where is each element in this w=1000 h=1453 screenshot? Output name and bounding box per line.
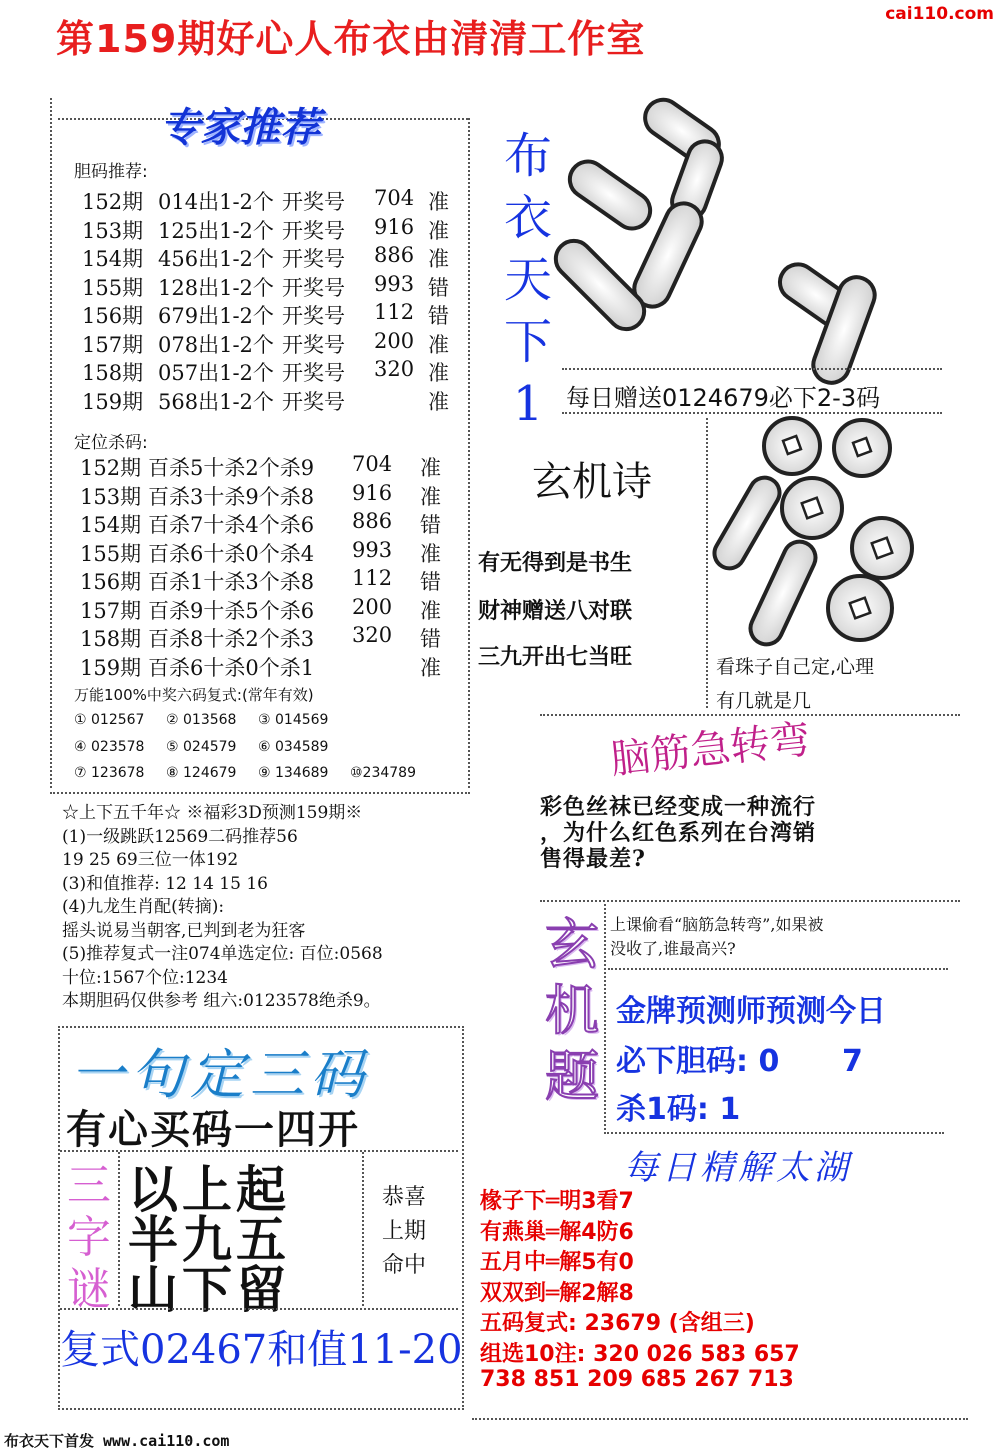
kill-cell: 准 [420, 456, 441, 480]
kill-cell: 157期 [80, 598, 142, 623]
prediction-line: 19 25 69三位一体192 [62, 850, 239, 870]
brain-question: 彩色丝袜已经变成一种流行 [540, 794, 817, 820]
vertical-char: 天 [503, 252, 552, 308]
poem-title: 玄机诗 [532, 459, 652, 505]
divider [50, 98, 52, 788]
dan-cell: 158期 [82, 361, 144, 385]
gold-predictor-line: 必下胆码: 0 7 [616, 1044, 863, 1079]
combo-item: ③ 014569 [258, 712, 329, 728]
dan-cell: 679出1-2个 [158, 304, 274, 328]
prediction-line: (5)推荐复式一注074单选定位: 百位:0568 [62, 944, 383, 964]
brain-question: ，为什么红色系列在台湾销 [540, 820, 817, 846]
kill-cell: 886 [352, 509, 393, 533]
combo-item: ⑨ 134689 [258, 765, 329, 781]
xuanji-title [540, 912, 604, 1110]
prediction-line: ☆上下五千年☆ ※福彩3D预测159期※ [62, 803, 363, 823]
kill-cell: 154期 [80, 513, 142, 537]
fushi-text: 复式02467和值11-20 [60, 1327, 463, 1373]
gold-predictor-line: 杀1码: 1 [616, 1092, 741, 1127]
kill-cell: 百杀3十杀9个杀8 [148, 484, 315, 509]
poem-hint: 看珠子自己定,心理 [716, 656, 875, 678]
combo-item: ⑦ 123678 [74, 765, 145, 781]
dan-cell: 开奖号 [282, 218, 345, 243]
divider [472, 1418, 968, 1420]
kill-cell: 错 [420, 570, 441, 594]
taihu-line: 椽子下═明3看7 [480, 1189, 634, 1214]
divider [60, 1308, 458, 1310]
congrats-text: 上期 [382, 1219, 427, 1244]
dan-cell: 开奖号 [282, 389, 345, 414]
kill-cell: 112 [352, 566, 393, 590]
page-title: 第159期好心人布衣由清清工作室 [56, 17, 646, 61]
combo-item: ② 013568 [166, 712, 237, 728]
taihu-line: 双双到═解2解8 [480, 1280, 634, 1306]
dan-cell: 057出1-2个 [158, 361, 274, 385]
gold-predictor-line: 金牌预测师预测今日 [616, 994, 886, 1029]
buyi-vertical-title [498, 125, 558, 435]
vertical-char: 字 [67, 1212, 111, 1263]
poem-line: 三九开出七当旺 [478, 645, 633, 670]
kill-cell: 200 [352, 594, 393, 619]
divider [50, 792, 470, 794]
kill-cell: 准 [420, 484, 441, 509]
prediction-line: (3)和值推荐: 12 14 15 16 [62, 873, 268, 894]
dan-cell: 125出1-2个 [158, 218, 274, 243]
dan-cell: 准 [428, 332, 449, 357]
kill-cell: 错 [420, 513, 441, 537]
vertical-char: 1 [512, 376, 544, 432]
kill-cell: 准 [420, 655, 441, 680]
prediction-line: 摇头说易当朝客,已判到老为狂客 [62, 920, 306, 941]
kill-cell: 993 [352, 537, 393, 562]
kill-cell: 704 [352, 452, 393, 476]
congrats-text: 命中 [382, 1253, 427, 1278]
expert-heading: 专家推荐 [160, 104, 320, 151]
dan-cell: 准 [428, 361, 449, 385]
dan-cell: 开奖号 [282, 361, 345, 385]
dan-cell: 错 [428, 304, 449, 328]
dan-cell: 开奖号 [282, 190, 345, 214]
divider [608, 968, 948, 970]
kill-cell: 百杀6十杀0个杀1 [148, 655, 315, 680]
kill-cell: 错 [420, 627, 441, 651]
dan-cell: 886 [374, 243, 415, 267]
dan-cell: 152期 [82, 190, 144, 214]
dan-cell: 078出1-2个 [158, 332, 274, 357]
taihu-title: 每日精解太湖 [624, 1148, 852, 1188]
dan-cell: 156期 [82, 304, 144, 328]
combo-item: ① 012567 [74, 712, 145, 728]
brain-question: 售得最差? [540, 846, 646, 872]
kill-cell: 152期 [80, 456, 142, 480]
dan-cell: 200 [374, 328, 415, 353]
dan-cell: 157期 [82, 332, 144, 357]
divider [562, 368, 942, 370]
dan-cell: 456出1-2个 [158, 247, 274, 271]
prediction-line: 十位:1567个位:1234 [62, 967, 228, 988]
kill-cell: 百杀6十杀0个杀4 [148, 541, 315, 566]
kill-cell: 百杀9十杀5个杀6 [148, 598, 315, 623]
dan-cell: 准 [428, 247, 449, 271]
prediction-line: 本期胆码仅供参考 组六:0123578绝杀9。 [62, 991, 381, 1011]
dan-cell: 准 [428, 218, 449, 243]
kill-cell: 156期 [80, 570, 142, 594]
xuanji-question: 上课偷看“脑筋急转弯”,如果被 [610, 915, 824, 934]
kill-cell: 155期 [80, 541, 142, 566]
dan-cell: 159期 [82, 389, 144, 414]
divider [468, 118, 470, 788]
dan-cell: 155期 [82, 275, 144, 300]
site-logo-top[interactable]: cai110.com [885, 4, 994, 24]
taihu-line: 有燕巢═解4防6 [480, 1219, 634, 1245]
dan-cell: 153期 [82, 218, 144, 243]
riddle-line: 以上起 [128, 1160, 290, 1219]
vertical-char: 题 [545, 1045, 599, 1108]
vertical-char: 下 [503, 314, 552, 370]
kill-cell: 准 [420, 541, 441, 566]
congrats-text: 恭喜 [382, 1185, 427, 1210]
riddle-line: 半九五 [128, 1210, 290, 1269]
dan-cell: 开奖号 [282, 332, 345, 357]
dan-cell: 112 [374, 300, 415, 324]
kill-cell: 百杀7十杀4个杀6 [148, 513, 315, 537]
dan-cell: 128出1-2个 [158, 275, 274, 300]
divider [562, 412, 942, 414]
poem-line: 有无得到是书生 [478, 551, 633, 576]
dan-cell: 320 [374, 357, 415, 381]
dan-cell: 916 [374, 214, 415, 239]
poem-hint: 有几就是几 [716, 690, 812, 712]
combo-item: ⑧ 124679 [166, 765, 237, 781]
prediction-line: (4)九龙生肖配(转摘): [62, 897, 225, 917]
dan-label: 胆码推荐: [74, 162, 148, 182]
taihu-line: 组选10注: 320 026 583 657 [480, 1341, 800, 1367]
taihu-line: 738 851 209 685 267 713 [480, 1367, 794, 1392]
dan-cell: 开奖号 [282, 304, 345, 328]
vertical-char: 布 [503, 128, 552, 184]
kill-cell: 320 [352, 623, 393, 647]
divider [706, 418, 708, 708]
dan-cell: 错 [428, 275, 449, 300]
brain-teaser-title: 脑筋急转弯 [608, 716, 813, 784]
coins-illustration [712, 418, 942, 648]
xuanji-question: 没收了,谁最高兴? [610, 939, 736, 958]
dan-cell: 准 [428, 389, 449, 414]
vertical-char: 衣 [503, 190, 552, 246]
vertical-char: 谜 [67, 1264, 111, 1315]
taihu-line: 五月中═解5有0 [480, 1250, 634, 1275]
divider [604, 1132, 944, 1134]
kill-label: 定位杀码: [74, 433, 148, 453]
divider [540, 900, 960, 902]
dan-cell: 568出1-2个 [158, 389, 274, 414]
riddle-line: 山下留 [128, 1260, 290, 1319]
three-char-riddle-label [64, 1160, 114, 1316]
taihu-line: 五码复式: 23679 (含组三) [480, 1311, 755, 1336]
kill-cell: 159期 [80, 655, 142, 680]
dan-cell: 准 [428, 190, 449, 214]
bead-illustration-top [562, 90, 742, 360]
dan-cell: 704 [374, 186, 415, 210]
kill-cell: 准 [420, 598, 441, 623]
combo-item: ④ 023578 [74, 738, 145, 755]
prediction-line: (1)一级跳跃12569二码推荐56 [62, 826, 298, 847]
dan-cell: 993 [374, 271, 415, 296]
footer-text[interactable]: 布衣天下首发 www.cai110.com [4, 1432, 230, 1450]
kill-cell: 158期 [80, 627, 142, 651]
kill-cell: 916 [352, 480, 393, 505]
dan-cell: 014出1-2个 [158, 190, 274, 214]
daily-gift-text: 每日赠送0124679必下2-3码 [566, 384, 881, 412]
kill-cell: 百杀1十杀3个杀8 [148, 570, 315, 594]
riddle-heading: 一句定三码 [70, 1043, 370, 1106]
kill-cell: 百杀8十杀2个杀3 [148, 627, 315, 651]
combo-item: ⑤ 024579 [166, 738, 237, 755]
dan-cell: 154期 [82, 247, 144, 271]
poem-line: 财神赠送八对联 [478, 599, 633, 624]
combo-label: 万能100%中奖六码复式:(常年有效) [74, 686, 314, 704]
vertical-char: 三 [67, 1160, 111, 1211]
combo-item: ⑩234789 [350, 765, 416, 781]
vertical-char: 玄 [545, 913, 599, 976]
divider [604, 904, 606, 1130]
kill-cell: 百杀5十杀2个杀9 [148, 456, 315, 480]
vertical-char: 机 [545, 979, 599, 1042]
divider [362, 1152, 364, 1306]
dan-cell: 开奖号 [282, 275, 345, 300]
riddle-phrase: 有心买码一四开 [66, 1107, 360, 1153]
combo-item: ⑥ 034589 [258, 738, 329, 755]
divider [118, 1152, 120, 1306]
kill-cell: 153期 [80, 484, 142, 509]
dan-cell: 开奖号 [282, 247, 345, 271]
